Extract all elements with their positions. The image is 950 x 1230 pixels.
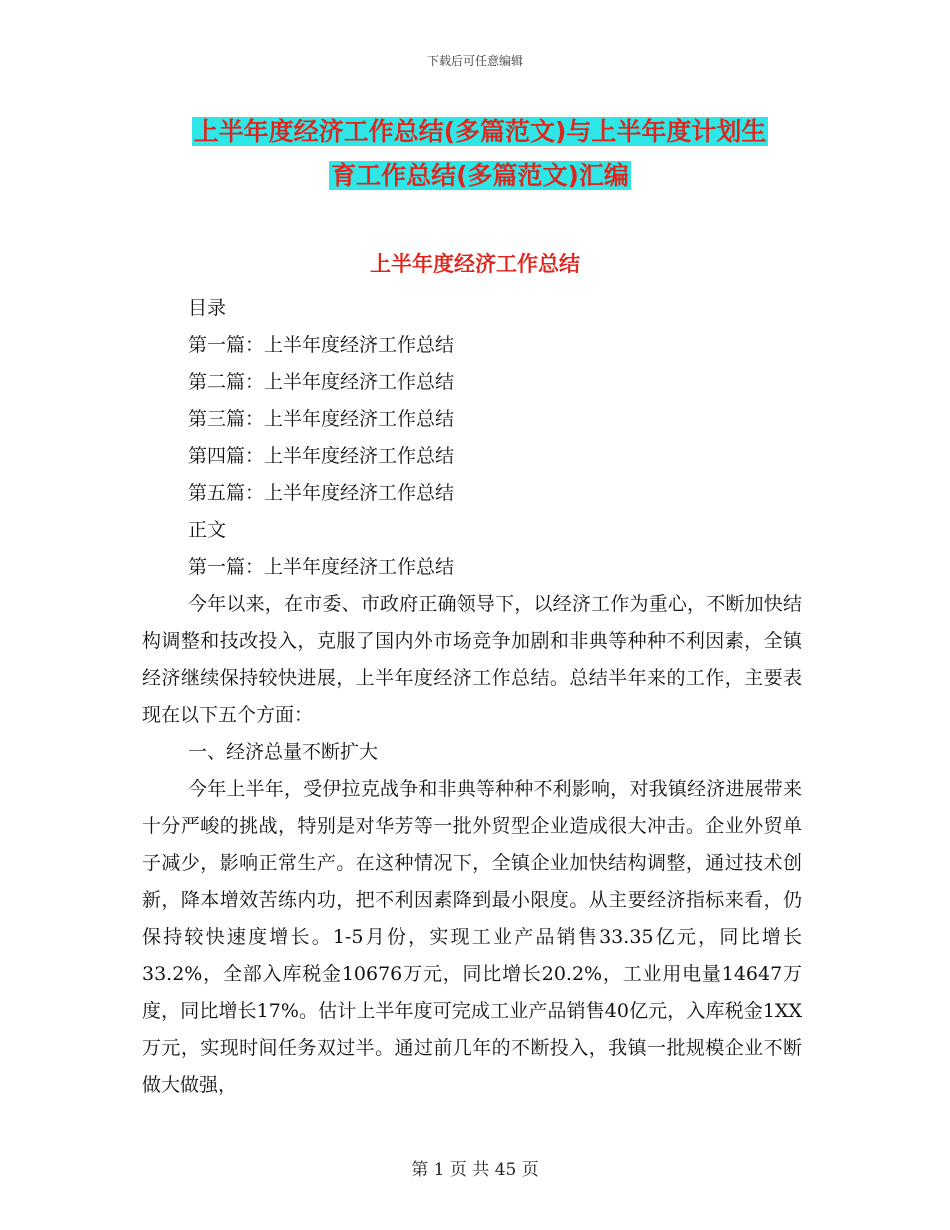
- toc-item: 第四篇：上半年度经济工作总结: [188, 445, 455, 467]
- toc-item: 第三篇：上半年度经济工作总结: [188, 408, 455, 430]
- title-line-2: 育工作总结(多篇范文)汇编: [331, 161, 629, 190]
- paragraph: 今年以来，在市委、市政府正确领导下，以经济工作为重心，不断加快结构调整和技改投入，克服了国内外市场竞争加剧和非典等种种不利因素，全镇经济继续保持较快进展，上半年度经济工作总结。总结半年来的工作，主要表现在以下五个方面：: [142, 593, 802, 726]
- toc-heading: 目录: [188, 297, 227, 319]
- toc-item: 第二篇：上半年度经济工作总结: [188, 371, 455, 393]
- toc-item: 第五篇：上半年度经济工作总结: [188, 482, 455, 504]
- body-text: [142, 586, 802, 1104]
- document-title: [140, 110, 820, 198]
- subheading: 一、经济总量不断扩大: [188, 741, 379, 763]
- body-heading: 正文: [188, 519, 227, 541]
- header-note: 下载后可任意编辑: [426, 54, 523, 68]
- table-of-contents: [188, 290, 454, 586]
- toc-item: 第一篇：上半年度经济工作总结: [188, 334, 455, 356]
- section-title: 上半年度经济工作总结: [370, 252, 580, 276]
- chapter-heading: 第一篇：上半年度经济工作总结: [188, 556, 455, 578]
- title-line-1: 上半年度经济工作总结(多篇范文)与上半年度计划生: [193, 117, 767, 146]
- paragraph: 今年上半年，受伊拉克战争和非典等种种不利影响，对我镇经济进展带来十分严峻的挑战，特别是对华芳等一批外贸型企业造成很大冲击。企业外贸单子减少，影响正常生产。在这种情况下，全镇企业加快结构调整，通过技术创新，降本增效苦练内功，把不利因素降到最小限度。从主要经济指标来看，仍保持较快速度增长。1-5月份，实现工业产品销售33.35亿元，同比增长33.2%，全部入库税金10676万元，同比增长20.2%，工业用电量14647万度，同比增长17%。估计上半年度可完成工业产品销售40亿元，入库税金1XX万元，实现时间任务双过半。通过前几年的不断投入，我镇一批规模企业不断做大做强，: [142, 778, 802, 1096]
- page-number: 第 1 页 共 45 页: [411, 1160, 539, 1180]
